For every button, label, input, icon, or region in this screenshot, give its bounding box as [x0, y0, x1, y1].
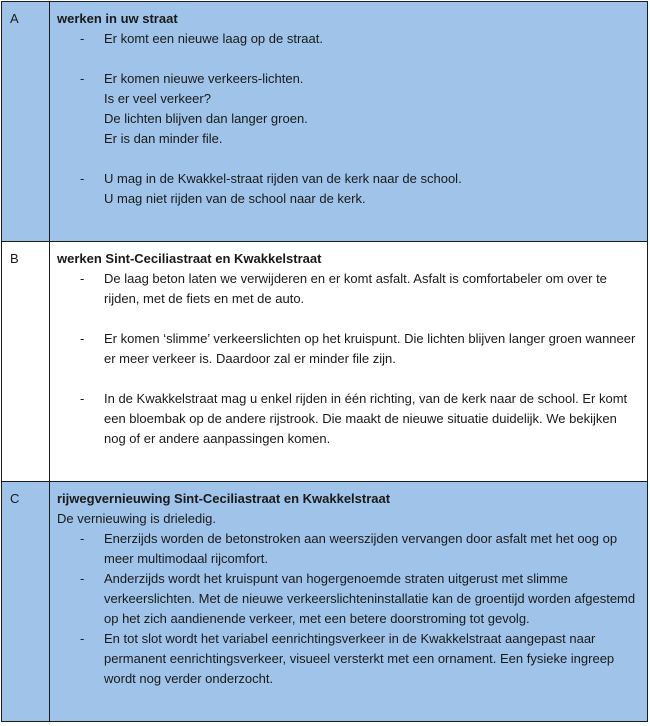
- row-letter-cell: [2, 242, 50, 482]
- list-item: [57, 529, 639, 569]
- list-item: [57, 169, 639, 209]
- row-title: werken Sint-Ceciliastraat en Kwakkelstraat: [57, 251, 322, 266]
- item-line: U mag niet rijden van de school naar de kerk.: [104, 191, 366, 206]
- list-item: [57, 269, 639, 309]
- item-text: In de Kwakkelstraat mag u enkel rijden in één richting, van de kerk naar de school. Er komt een bloembak op de andere rijstrook. Die maakt de nieuwe situatie duidelijk. We bekijken nog of er andere aanpassingen komen.: [104, 391, 628, 446]
- row-letter-cell: [2, 482, 50, 722]
- bullet-list: [57, 29, 639, 209]
- item-text: De laag beton laten we verwijderen en er komt asfalt. Asfalt is comfortabeler om over te rijden, met de fiets en met de auto.: [104, 271, 607, 306]
- list-item: [57, 389, 639, 449]
- item-text: Er komen ‘slimme’ verkeerslichten op het kruispunt. Die lichten blijven langer groen wanneer er meer verkeer is. Daardoor zal er minder file zijn.: [104, 331, 636, 366]
- item-line: U mag in de Kwakkel-straat rijden van de kerk naar de school.: [104, 171, 462, 186]
- item-text: Enerzijds worden de betonstroken aan weerszijden vervangen door asfalt met het oog op meer multimodaal rijcomfort.: [104, 531, 618, 566]
- bullet-dash: -: [80, 571, 85, 586]
- item-text: En tot slot wordt het variabel eenrichtingsverkeer in de Kwakkelstraat aangepast naar permanent eenrichtingsverkeer, visueel versterkt met een ornament. Een fysieke ingreep wordt nog verder onderzocht.: [104, 631, 615, 686]
- bullet-dash: -: [80, 31, 85, 46]
- item-text: Anderzijds wordt het kruispunt van hogergenoemde straten uitgerust met slimme verkeerslichten. Met de nieuwe verkeerslichteninstallatie kan de groentijd worden afgestemd op het zich aandienende verkeer, met een betere doorstroming tot gevolg.: [104, 571, 636, 626]
- bullet-dash: -: [80, 531, 85, 546]
- spacer: [57, 149, 639, 169]
- list-item: [57, 329, 639, 369]
- row-content-cell: [50, 2, 648, 242]
- item-line: De lichten blijven dan langer groen.: [104, 111, 308, 126]
- list-item: [57, 29, 639, 49]
- row-title: werken in uw straat: [57, 11, 178, 26]
- item-line: Is er veel verkeer?: [104, 91, 211, 106]
- table-row-b: [2, 242, 648, 482]
- table-row-c: [2, 482, 648, 722]
- bullet-dash: -: [80, 71, 85, 86]
- row-letter: A: [10, 11, 19, 26]
- bullet-dash: -: [80, 631, 85, 646]
- spacer: [57, 369, 639, 389]
- item-line: Er is dan minder file.: [104, 131, 223, 146]
- bullet-dash: -: [80, 271, 85, 286]
- bullet-list: [57, 529, 639, 689]
- list-item: [57, 569, 639, 629]
- bullet-dash: -: [80, 171, 85, 186]
- list-item: [57, 69, 639, 149]
- table-row-a: [2, 2, 648, 242]
- list-item: [57, 629, 639, 689]
- item-line: Er komt een nieuwe laag op de straat.: [104, 31, 323, 46]
- row-letter: B: [10, 251, 19, 266]
- bullet-list: [57, 269, 639, 449]
- spacer: [57, 49, 639, 69]
- comparison-table: [1, 1, 648, 722]
- row-letter: C: [10, 491, 20, 506]
- bullet-dash: -: [80, 331, 85, 346]
- item-line: Er komen nieuwe verkeers-lichten.: [104, 71, 304, 86]
- spacer: [57, 309, 639, 329]
- row-title: rijwegvernieuwing Sint-Ceciliastraat en Kwakkelstraat: [57, 491, 391, 506]
- row-intro: De vernieuwing is drieledig.: [57, 511, 216, 526]
- row-content-cell: [50, 242, 648, 482]
- row-content-cell: [50, 482, 648, 722]
- bullet-dash: -: [80, 391, 85, 406]
- row-letter-cell: [2, 2, 50, 242]
